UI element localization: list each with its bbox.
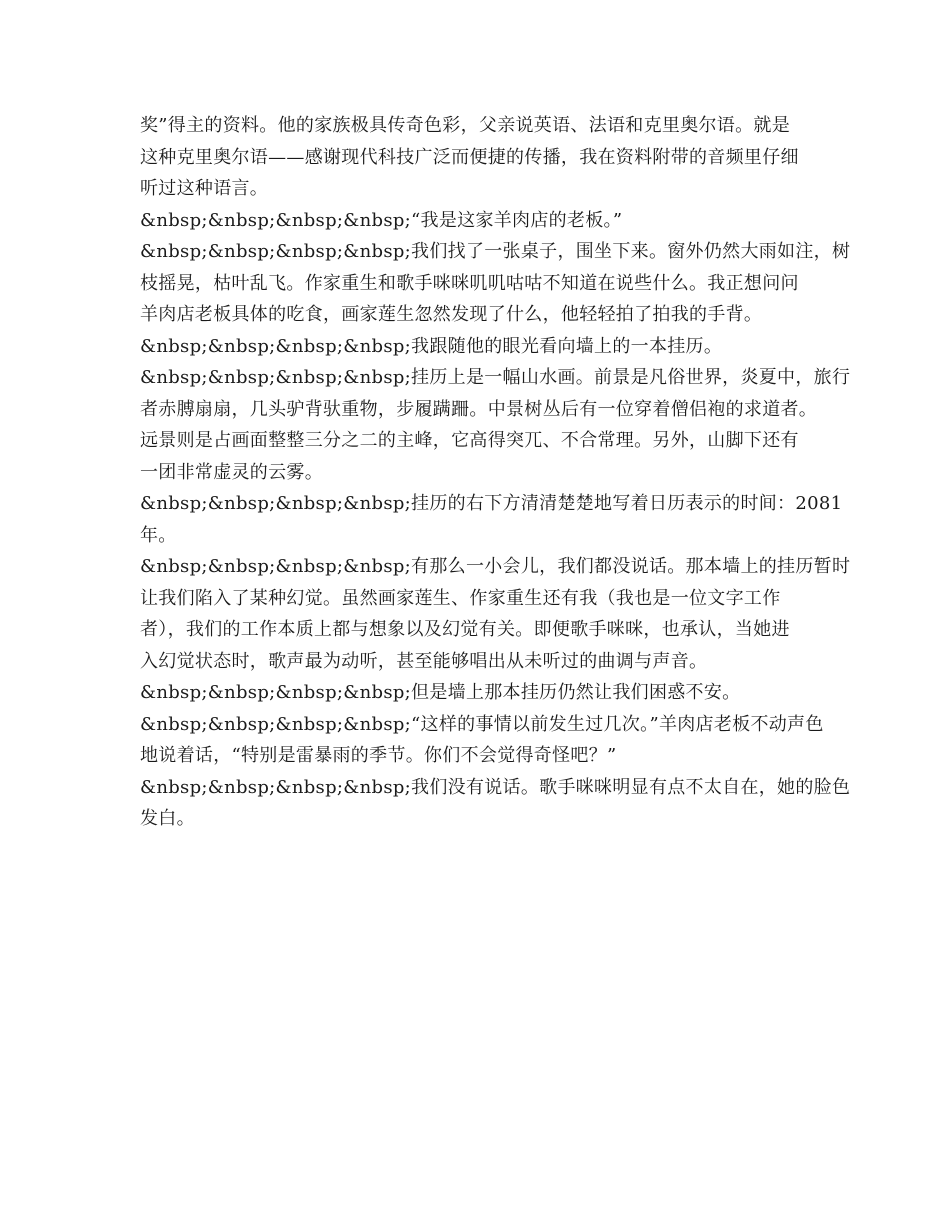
text-line: 地说着话，“特别是雷暴雨的季节。你们不会觉得奇怪吧？” [140,745,617,766]
text-line: &nbsp;&nbsp;&nbsp;&nbsp;我跟随他的眼光看向墙上的一本挂历。 [140,335,723,357]
text-line: 这种克里奥尔语——感谢现代科技广泛而便捷的传播，我在资料附带的音频里仔细 [140,146,799,168]
text-line: &nbsp;&nbsp;&nbsp;&nbsp;我们找了一张桌子，围坐下来。窗外仍然大雨如注，树 [140,241,851,262]
text-line: 奖”得主的资料。他的家族极具传奇色彩，父亲说英语、法语和克里奥尔语。就是 [140,115,790,136]
text-line: 者），我们的工作本质上都与想象以及幻觉有关。即便歌手咪咪，也承认，当她进 [140,619,790,640]
text-line: &nbsp;&nbsp;&nbsp;&nbsp;挂历上是一幅山水画。前景是凡俗世界，炎夏中，旅行 [140,367,851,388]
text-line: &nbsp;&nbsp;&nbsp;&nbsp;“这样的事情以前发生过几次。”羊肉店老板不动声色 [140,713,824,735]
text-line: 羊肉店老板具体的吃食，画家莲生忽然发现了什么，他轻轻拍了拍我的手背。 [140,304,763,325]
document-body [140,110,851,835]
text-line: 者赤膊扇扇，几头驴背驮重物，步履蹒跚。中景树丛后有一位穿着僧侣袍的求道者。 [140,398,818,420]
text-line: 远景则是占画面整整三分之二的主峰，它高得突兀、不合常理。另外，山脚下还有 [140,430,799,451]
text-line: &nbsp;&nbsp;&nbsp;&nbsp;挂历的右下方清清楚楚地写着日历表示的时间：2081 [140,493,843,514]
text-line: &nbsp;&nbsp;&nbsp;&nbsp;有那么一小会儿，我们都没说话。那本墙上的挂历暂时 [140,556,851,577]
text-line: &nbsp;&nbsp;&nbsp;&nbsp;我们没有说话。歌手咪咪明显有点不太自在，她的脸色 [140,776,851,798]
text-line: 让我们陷入了某种幻觉。虽然画家莲生、作家重生还有我（我也是一位文字工作 [140,587,781,609]
text-line: 年。 [140,524,177,546]
text-line: 枝摇晃，枯叶乱飞。作家重生和歌手咪咪叽叽咕咕不知道在说些什么。我正想问问 [140,272,799,294]
text-line: 发白。 [140,808,195,829]
text-line: &nbsp;&nbsp;&nbsp;&nbsp;但是墙上那本挂历仍然让我们困惑不安。 [140,682,741,703]
text-line: &nbsp;&nbsp;&nbsp;&nbsp;“我是这家羊肉店的老板。” [140,209,623,231]
text-line: 一团非常虚灵的云雾。 [140,461,323,483]
text-line: 听过这种语言。 [140,178,269,199]
text-line: 入幻觉状态时，歌声最为动听，甚至能够唱出从未听过的曲调与声音。 [140,650,708,672]
